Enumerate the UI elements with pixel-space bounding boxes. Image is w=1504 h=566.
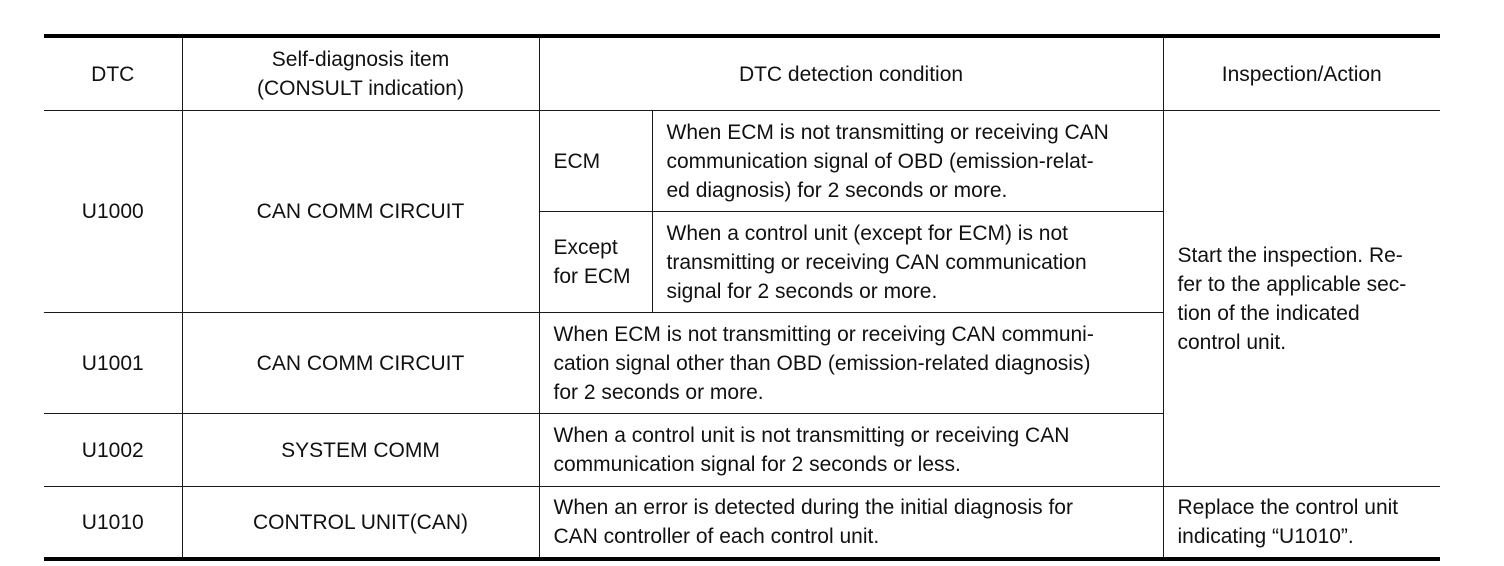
dtc-table (44, 34, 1440, 561)
header-row (44, 36, 1440, 111)
condition-u1010 (539, 487, 1163, 560)
action-line: tion of the indicated (1177, 301, 1360, 325)
action-line: Start the inspection. Re- (1177, 243, 1403, 267)
table-row-u1010 (44, 487, 1440, 560)
dtc-code-u1002: U1002 (44, 414, 182, 487)
condition-line: transmitting or receiving CAN communication (666, 250, 1087, 274)
table-row-u1000-ecm (44, 111, 1440, 212)
condition-line: cation signal other than OBD (emission-related diagnosis) (553, 351, 1091, 375)
header-item-line1: Self-diagnosis item (271, 48, 450, 71)
condition-line: ed diagnosis) for 2 seconds or more. (666, 178, 1008, 202)
condition-line: for 2 seconds or more. (553, 380, 764, 404)
item-u1002: SYSTEM COMM (182, 414, 539, 487)
header-self-diagnosis-item (182, 36, 539, 111)
header-item-line2: (CONSULT indication) (257, 77, 464, 100)
unit-line: Except (553, 236, 618, 259)
condition-line: communication signal of OBD (emission-relat- (666, 149, 1094, 173)
action-line: control unit. (1177, 330, 1287, 354)
action-line: fer to the applicable sec- (1177, 272, 1407, 296)
condition-u1001 (539, 313, 1163, 414)
action-u1010 (1163, 487, 1440, 560)
item-u1001: CAN COMM CIRCUIT (182, 313, 539, 414)
condition-line: signal for 2 seconds or more. (666, 279, 938, 303)
condition-line: When a control unit (except for ECM) is not (666, 221, 1068, 245)
condition-line: When ECM is not transmitting or receiving CAN communi- (553, 322, 1094, 346)
condition-line: CAN controller of each control unit. (553, 525, 880, 548)
action-line: indicating “U1010”. (1177, 525, 1354, 548)
dtc-code-u1010: U1010 (44, 487, 182, 560)
dtc-code-u1001: U1001 (44, 313, 182, 414)
condition-u1000-ecm (652, 111, 1163, 212)
unit-except-for-ecm (539, 212, 652, 313)
unit-line: for ECM (553, 265, 631, 288)
item-u1010: CONTROL UNIT(CAN) (182, 487, 539, 560)
condition-line: When ECM is not transmitting or receiving CAN (666, 120, 1109, 144)
condition-u1002 (539, 414, 1163, 487)
shared-action (1163, 111, 1440, 487)
item-u1000: CAN COMM CIRCUIT (182, 111, 539, 313)
header-inspection-action: Inspection/Action (1163, 36, 1440, 111)
condition-line: When an error is detected during the initial diagnosis for (553, 496, 1073, 519)
header-dtc: DTC (44, 36, 182, 111)
condition-line: When a control unit is not transmitting or receiving CAN (553, 424, 1070, 447)
unit-ecm: ECM (539, 111, 652, 212)
condition-line: communication signal for 2 seconds or less. (553, 453, 961, 476)
header-detection-condition: DTC detection condition (539, 36, 1163, 111)
action-line: Replace the control unit (1177, 496, 1399, 519)
condition-u1000-except-ecm (652, 212, 1163, 313)
dtc-code-u1000: U1000 (44, 111, 182, 313)
